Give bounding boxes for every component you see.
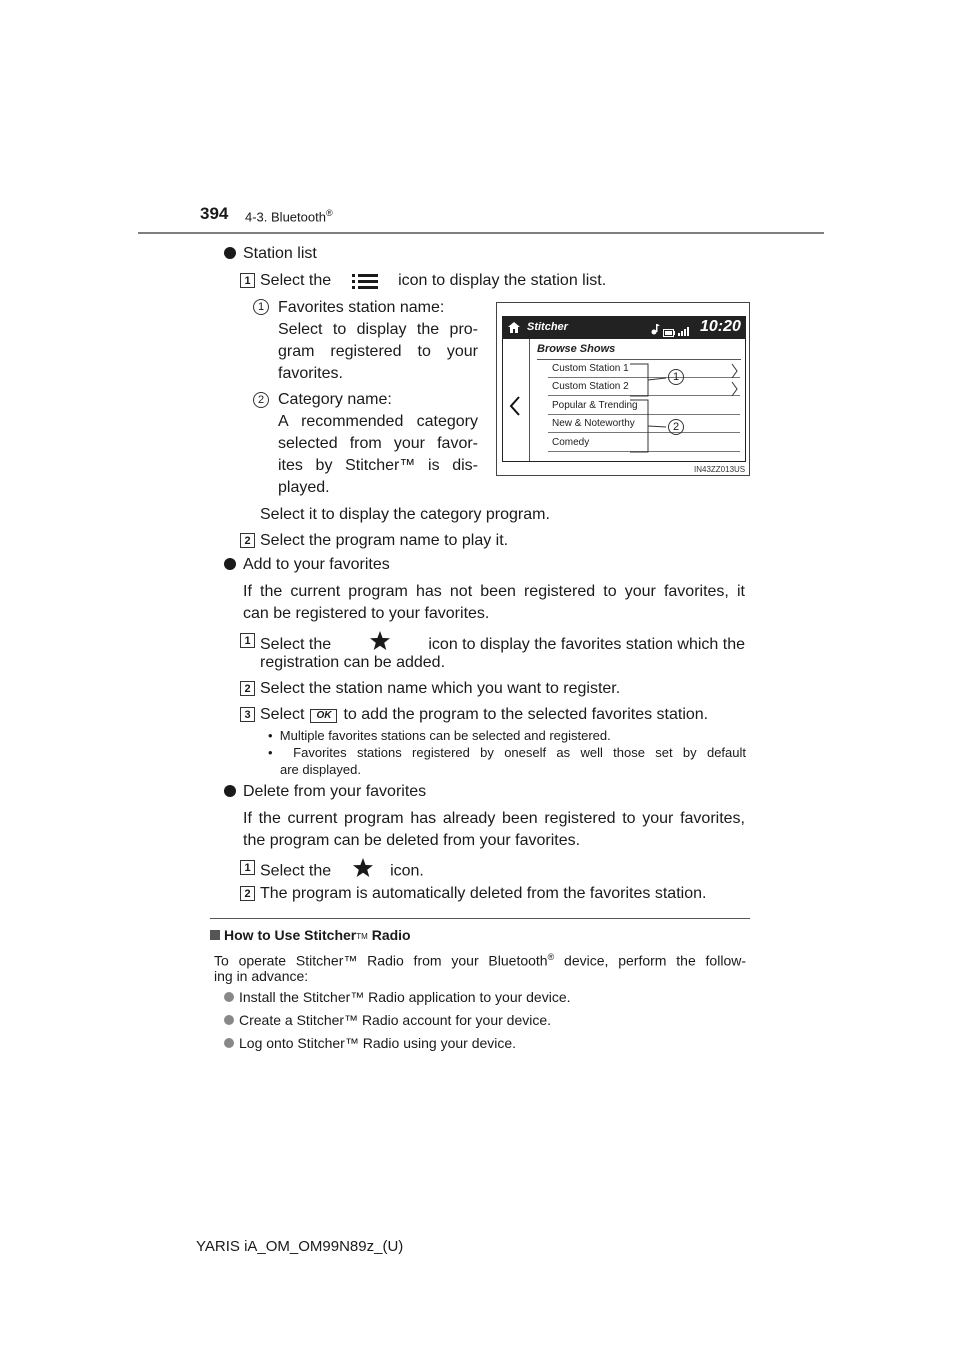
step-badge: 1 — [240, 273, 255, 288]
section-rule — [210, 918, 750, 919]
add-step1: Select the icon to display the favorites station which the — [260, 630, 745, 659]
step-badge: 2 — [240, 533, 255, 548]
add-intro-1: If the current program has not been registered to your favorites, it — [243, 583, 745, 600]
delete-step1: Select the icon. — [260, 857, 424, 886]
step-badge: 2 — [240, 886, 255, 901]
note-2: • Favorites stations registered by oneself as well those set by default — [268, 745, 746, 760]
list-item[interactable]: Comedy — [548, 434, 740, 452]
list-icon — [350, 272, 380, 290]
figure-code: IN43ZZ013US — [694, 465, 746, 474]
star-icon — [352, 857, 374, 886]
favorites-desc-1: Select to display the pro- — [278, 321, 478, 338]
clock: 10:20 — [700, 318, 741, 335]
how-to-intro-line2: ing in advance: — [214, 968, 309, 984]
station-list-step1: Select the icon to display the station list. — [260, 272, 607, 289]
bullet-dot-icon — [224, 785, 236, 797]
callout-2: 2 — [253, 392, 269, 408]
callout-1: 1 — [253, 299, 269, 315]
figure-callout-1: 1 — [668, 369, 684, 385]
step-badge: 3 — [240, 707, 255, 722]
note-1: • Multiple favorites stations can be selected and registered. — [268, 728, 611, 743]
delete-intro-2: the program can be deleted from your favorites. — [243, 832, 581, 849]
delete-favorites-heading: Delete from your favorites — [224, 781, 426, 803]
favorites-station-title: Favorites station name: — [278, 299, 445, 316]
how-to-intro: To operate Stitcher™ Radio from your Bluetooth® device, perform the follow- — [214, 952, 746, 969]
bullet-dot-icon — [224, 1038, 234, 1048]
ok-button-icon: OK — [310, 709, 337, 723]
chevron-right-icon — [732, 382, 737, 396]
list-item[interactable]: Popular & Trending — [548, 397, 740, 415]
delete-intro-1: If the current program has already been registered to your favorites, — [243, 810, 745, 827]
delete-step2: The program is automatically deleted from the favorites station. — [260, 885, 707, 902]
category-desc-1: A recommended category — [278, 413, 478, 430]
station-list-step2: Select the program name to play it. — [260, 532, 509, 549]
favorites-desc-2: gram registered to your — [278, 343, 478, 360]
add-intro-2: can be registered to your favorites. — [243, 605, 490, 622]
list-item[interactable]: Custom Station 1 — [548, 360, 740, 378]
figure-callout-2: 2 — [668, 419, 684, 435]
category-title: Category name: — [278, 391, 392, 408]
bullet-dot-icon — [224, 558, 236, 570]
chevron-right-icon — [732, 364, 737, 378]
how-to-heading: How to Use StitcherTM Radio — [210, 927, 411, 943]
step-badge: 1 — [240, 860, 255, 875]
step-badge: 1 — [240, 633, 255, 648]
bullet-dot-icon — [224, 992, 234, 1002]
note-2-line2: are displayed. — [280, 762, 361, 777]
how-to-item: Log onto Stitcher™ Radio using your device. — [224, 1033, 516, 1053]
add-step3: Select OK to add the program to the selected favorites station. — [260, 706, 709, 723]
category-desc-4: played. — [278, 479, 330, 496]
footer-model: YARIS iA_OM_OM99N89z_(U) — [196, 1238, 404, 1255]
select-category-text: Select it to display the category program. — [260, 506, 550, 523]
figure-annotations — [496, 302, 750, 476]
step-badge: 2 — [240, 681, 255, 696]
square-bullet-icon — [210, 930, 220, 940]
page-number: 394 — [200, 204, 229, 223]
how-to-item: Create a Stitcher™ Radio account for your device. — [224, 1010, 551, 1030]
bullet-dot-icon — [224, 1015, 234, 1025]
favorites-desc-3: favorites. — [278, 365, 343, 382]
section-title: 4-3. Bluetooth® — [245, 208, 333, 225]
bullet-dot-icon — [224, 247, 236, 259]
add-step2: Select the station name which you want to register. — [260, 680, 621, 697]
list-item[interactable]: New & Noteworthy — [548, 415, 740, 433]
category-desc-2: selected from your favor- — [278, 435, 478, 452]
add-step1-line2: registration can be added. — [260, 654, 446, 671]
header-rule — [138, 232, 824, 234]
browse-shows-header: Browse Shows — [537, 343, 616, 355]
add-favorites-heading: Add to your favorites — [224, 554, 390, 576]
list-item[interactable]: Custom Station 2 — [548, 378, 740, 396]
how-to-item: Install the Stitcher™ Radio application to your device. — [224, 987, 571, 1007]
station-list-heading: Station list — [224, 243, 317, 265]
app-name: Stitcher — [527, 321, 568, 333]
category-desc-3: ites by Stitcher™ is dis- — [278, 457, 478, 474]
